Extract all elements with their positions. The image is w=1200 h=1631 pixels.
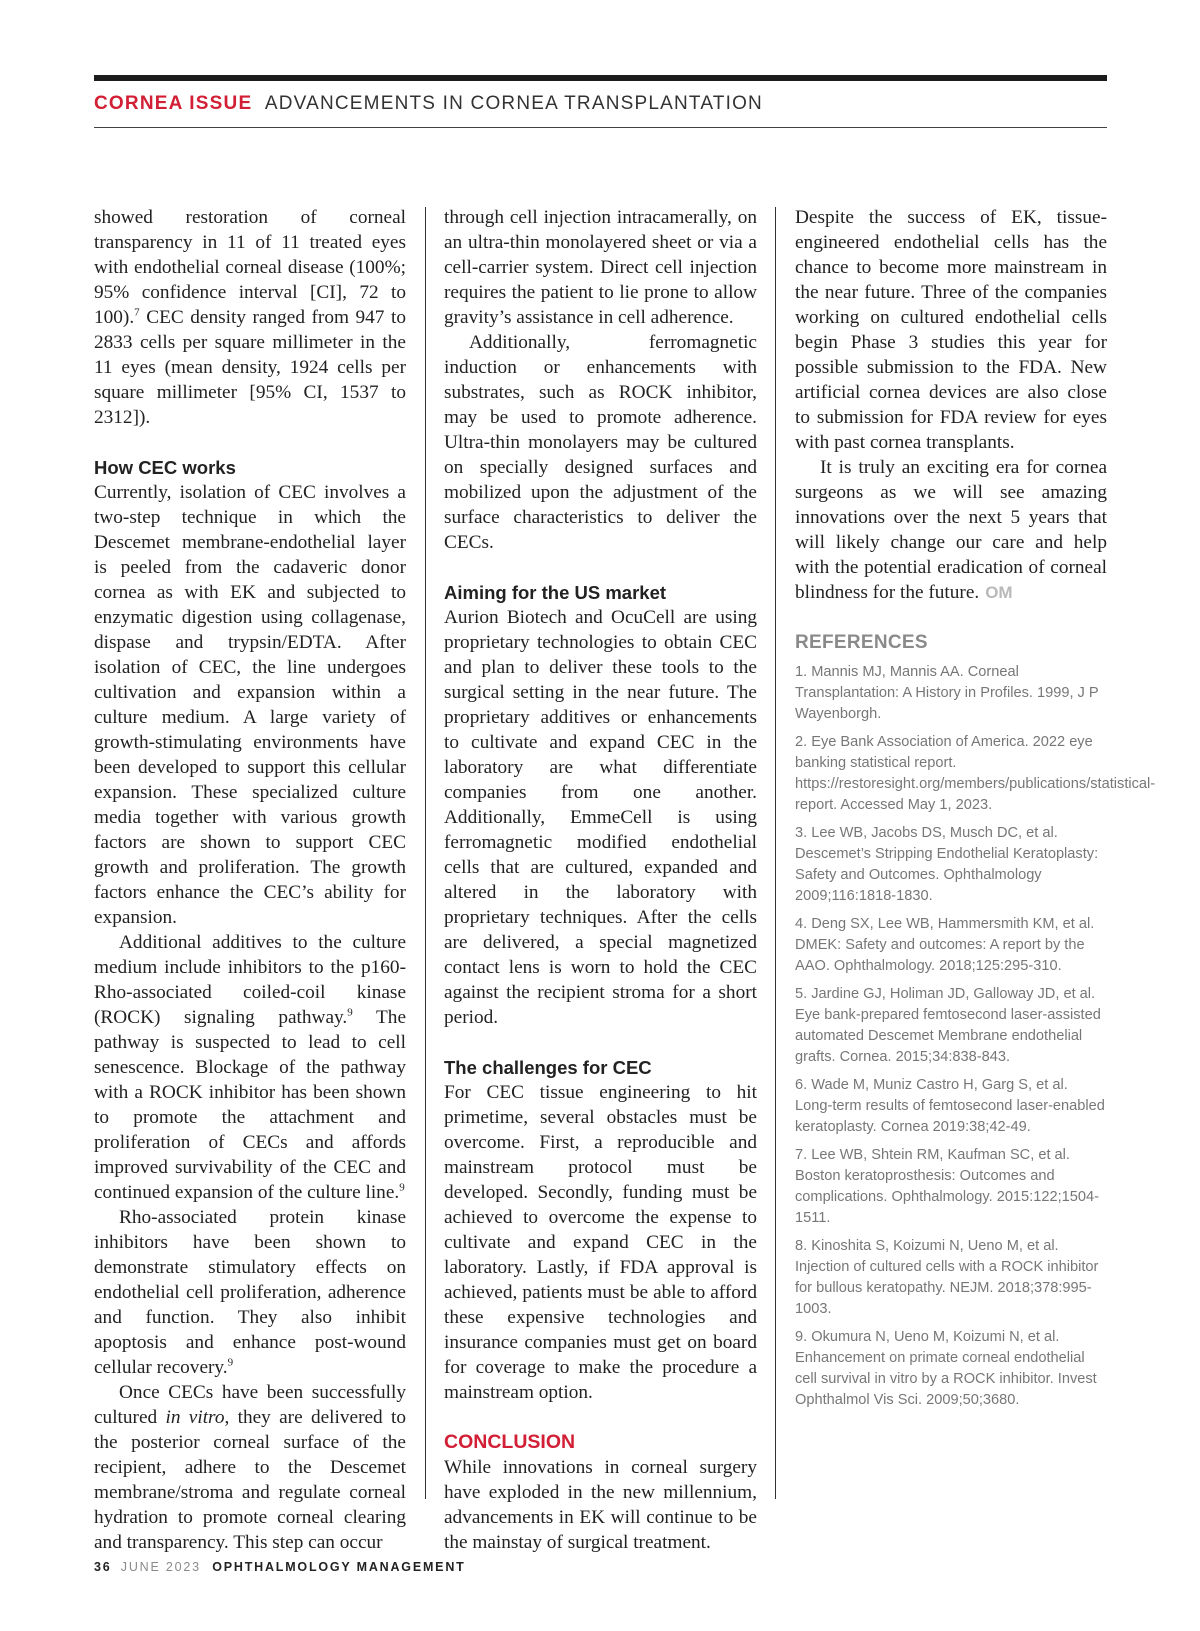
top-rule: [94, 75, 1107, 81]
paragraph: Aurion Biotech and OcuCell are using proprietary technologies to obtain CEC and plan to deliver these tools to the surgical setting in the near future. The proprietary additives or enhancements to cultivate and expand CEC in the laboratory are what differentiate companies from one another. Additionally, EmmeCell is using ferromagnetic modified endothelial cells that are cultured, expanded and altered in the laboratory with proprietary techniques. After the cells are delivered, a special magnetized contact lens is worn to hold the CEC against the recipient stroma for a short period.: [444, 607, 757, 1028]
paragraph: Despite the success of EK, tissue-engineered endothelial cells has the chance to become more mainstream in the near future. Three of the companies working on cultured endothelial cells begin Phase 3 studies this year for possible submission to the FDA. New artificial cornea devices are also close to submission for FDA review for eyes with past cornea transplants.: [795, 207, 1107, 453]
column-3: [795, 205, 1156, 1418]
paragraph: Once CECs have been successfully cultured in vitro, they are delivered to the posterior corneal surface of the recipient, adhere to the Descemet membrane/stroma and regulate corneal hydration to promote corneal clearing and transparency. This step can occur: [94, 1382, 406, 1553]
heading-conclusion: CONCLUSION: [444, 1431, 576, 1453]
section-header: [94, 93, 1107, 115]
reference-item: 6. Wade M, Muniz Castro H, Garg S, et al. Long-term results of femtosecond laser-enabled keratoplasty. Cornea 2019:38;42-49.: [795, 1077, 1105, 1135]
citation: 7: [134, 306, 140, 319]
heading-us-market: Aiming for the US market: [444, 582, 667, 603]
column-divider: [425, 207, 426, 1499]
paragraph: Additional additives to the culture medium include inhibitors to the p160-Rho-associated coiled-coil kinase (ROCK) signaling pathway.$^9$ The pathway is suspected to lead to cell senescence. Blockage of the pathway with a ROCK inhibitor has been shown to promote the attachment and proliferation of CECs and affords improved survivability of the CEC and continued expansion of the culture line.$^9$: [94, 932, 407, 1203]
paragraph: Additionally, ferromagnetic induction or enhancements with substrates, such as ROCK inhibitor, may be used to promote adherence. Ultra-thin monolayers may be cultured on specially designed surfaces and mobilized upon the adjustment of the surface characteristics to deliver the CECs.: [444, 332, 757, 553]
reference-item: 5. Jardine GJ, Holiman JD, Galloway JD, et al. Eye bank-prepared femtosecond laser-assisted automated Descemet Membrane endothelial grafts. Cornea. 2015;34:838-843.: [795, 986, 1101, 1065]
references-list: [795, 662, 1156, 1411]
header-rule: [94, 127, 1107, 128]
heading-how-cec-works: How CEC works: [94, 457, 236, 478]
reference-item: 7. Lee WB, Shtein RM, Kaufman SC, et al. Boston keratoprosthesis: Outcomes and complications. Ophthalmology. 2015:122;1504-1511.: [795, 1147, 1099, 1226]
heading-challenges: The challenges for CEC: [444, 1057, 652, 1078]
reference-item: 9. Okumura N, Ueno M, Koizumi N, et al. Enhancement on primate corneal endothelial cell survival in vitro by a ROCK inhibitor. Invest Ophthalmol Vis Sci. 2009;50;3680.: [795, 1329, 1097, 1408]
end-mark: OM: [985, 583, 1013, 602]
citation: 9: [399, 1181, 405, 1194]
paragraph: showed restoration of corneal transparency in 11 of 11 treated eyes with endothelial corneal disease (100%; 95% confidence interval [CI], 72 to 100).$^7$ CEC density ranged from 947 to 2833 cells per square millimeter in the 11 eyes (mean density, 1924 cells per square millimeter [95% CI, 1537 to 2312]).: [94, 207, 406, 428]
paragraph: While innovations in corneal surgery have exploded in the new millennium, advancements in EK will continue to be the mainstay of surgical treatment.: [444, 1457, 757, 1553]
section-label: CORNEA ISSUE: [94, 93, 253, 114]
reference-item: 4. Deng SX, Lee WB, Hammersmith KM, et al. DMEK: Safety and outcomes: A report by the AAO. Ophthalmology. 2018;125:295-310.: [795, 916, 1095, 974]
references-heading: REFERENCES: [795, 632, 928, 653]
column-1: [94, 205, 406, 1555]
reference-item: 1. Mannis MJ, Mannis AA. Corneal Transplantation: A History in Profiles. 1999, J P Wayenborgh.: [795, 664, 1099, 722]
page-number: 36: [94, 1560, 112, 1574]
page-footer: [94, 1560, 466, 1574]
paragraph: For CEC tissue engineering to hit primetime, several obstacles must be overcome. First, a reproducible and mainstream protocol must be developed. Secondly, funding must be achieved to overcome the expense to cultivate and expand CEC in the laboratory. Lastly, if FDA approval is achieved, patients must be able to afford these expensive technologies and insurance companies must get on board for coverage to make the procedure a mainstream option.: [444, 1082, 757, 1403]
column-divider: [775, 207, 776, 1499]
reference-item: 2. Eye Bank Association of America. 2022 eye banking statistical report. https://restoresight.org/members/publications/statistical-report. Accessed May 1, 2023.: [795, 734, 1156, 813]
paragraph: It is truly an exciting era for cornea surgeons as we will see amazing innovations over the next 5 years that will likely change our care and help with the potential eradication of corneal blindness for the future. OM: [795, 457, 1107, 603]
publication-name: OPHTHALMOLOGY MANAGEMENT: [212, 1560, 466, 1574]
column-2: [444, 205, 757, 1555]
reference-item: 8. Kinoshita S, Koizumi N, Ueno M, et al. Injection of cultured cells with a ROCK inhibitor for bullous keratopathy. NEJM. 2018;378:995-1003.: [795, 1238, 1099, 1317]
citation: 9: [227, 1356, 234, 1369]
paragraph: Rho-associated protein kinase inhibitors have been shown to demonstrate stimulatory effects on endothelial cell proliferation, adherence and function. They also inhibit apoptosis and enhance post-wound cellular recovery.$^9$: [94, 1207, 406, 1378]
issue-date: JUNE 2023: [120, 1560, 201, 1574]
section-topic: ADVANCEMENTS IN CORNEA TRANSPLANTATION: [264, 93, 763, 114]
paragraph: through cell injection intracamerally, on an ultra-thin monolayered sheet or via a cell-carrier system. Direct cell injection requires the patient to lie prone to allow gravity’s assistance in cell adherence.: [444, 207, 757, 328]
paragraph: Currently, isolation of CEC involves a two-step technique in which the Descemet membrane-endothelial layer is peeled from the cadaveric donor cornea as with EK and subjected to enzymatic digestion using collagenase, dispase and trypsin/EDTA. After isolation of CEC, the line undergoes cultivation and expansion within a culture medium. A large variety of growth-stimulating environments have been developed to support this cellular expansion. These specialized culture media together with various growth factors are shown to support CEC growth and proliferation. The growth factors enhance the CEC’s ability for expansion.: [94, 482, 406, 928]
citation: 9: [347, 1006, 353, 1019]
reference-item: 3. Lee WB, Jacobs DS, Musch DC, et al. Descemet’s Stripping Endothelial Keratoplasty: Safety and Outcomes. Ophthalmology 2009;116:1818-1830.: [795, 825, 1099, 904]
